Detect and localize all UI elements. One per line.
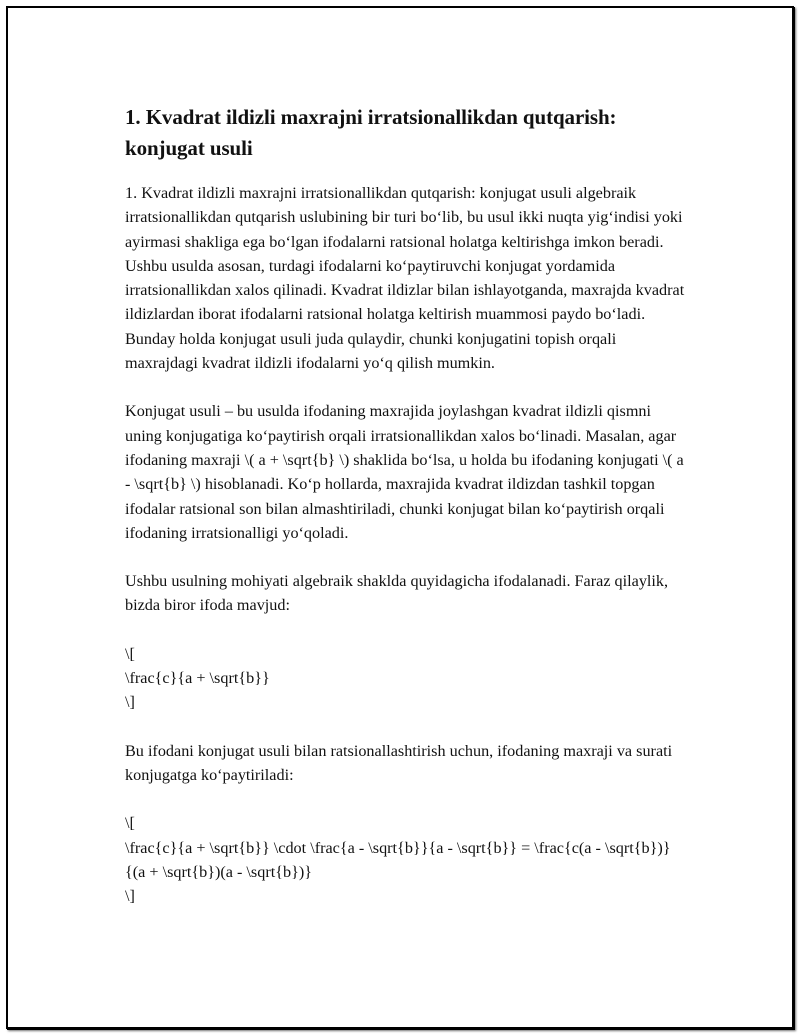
- document-body: [125, 102, 685, 932]
- formula-close-delimiter: \]: [125, 693, 135, 712]
- formula-open-delimiter: \[: [125, 814, 135, 833]
- document-title: 1. Kvadrat ildizli maxrajni irratsionallikdan qutqarish: konjugat usuli: [125, 105, 617, 160]
- formula-conjugate-multiplication: [125, 811, 685, 908]
- formula-body: \frac{c}{a + \sqrt{b}}: [125, 669, 270, 688]
- page-frame: [6, 6, 794, 1029]
- formula-open-delimiter: \[: [125, 644, 135, 663]
- paragraph-rationalize: Bu ifodani konjugat usuli bilan ratsionallashtirish uchun, ifodaning maxraji va surati konjugatga ko‘paytiriladi:: [125, 741, 673, 784]
- formula-body: \frac{c}{a + \sqrt{b}} \cdot \frac{a - \sqrt{b}}{a - \sqrt{b}} = \frac{c(a - \sqrt{b})}{(a + \sqrt{b})(a - \sqrt{b})}: [125, 838, 671, 881]
- paragraph-essence: Ushbu usulning mohiyati algebraik shaklda quyidagicha ifodalanadi. Faraz qilaylik, bizda biror ifoda mavjud:: [125, 572, 669, 615]
- formula-expression: [125, 642, 685, 715]
- paragraph-intro: 1. Kvadrat ildizli maxrajni irratsionallikdan qutqarish: konjugat usuli algebraik irratsionallikdan qutqarish uslubining bir turi bo‘lib, bu usul ikki nuqta yig‘indisi yoki ayirmasi shakliga ega bo‘lgan ifodalarni ratsional holatga keltirishga imkon beradi. Ushbu usulda asosan, turdagi ifodalarni ko‘paytiruvchi konjugat yordamida irratsionallikdan xalos qilinadi. Kvadrat ildizlar bilan ishlayotganda, maxrajda kvadrat ildizlardan iborat ifodalarni ratsional holatga keltirish muammosi paydo bo‘ladi. Bunday holda konjugat usuli juda qulaydir, chunki konjugatini topish orqali maxrajdagi kvadrat ildizli ifodalarni yo‘q qilish mumkin.: [125, 184, 685, 373]
- paragraph-conjugate-method: Konjugat usuli – bu usulda ifodaning maxrajida joylashgan kvadrat ildizli qismni uning konjugatiga ko‘paytirish orqali irratsionallikdan xalos bo‘linadi. Masalan, agar ifodaning maxraji \( a + \sqrt{b} \) shaklida bo‘lsa, u holda bu ifodaning konjugati \( a - \sqrt{b} \) hisoblanadi. Ko‘p hollarda, maxrajida kvadrat ildizdan tashkil topgan ifodalar ratsional son bilan almashtiriladi, chunki konjugat bilan ko‘paytirish orqali ifodaning irratsionalligi yo‘qoladi.: [125, 402, 684, 542]
- formula-close-delimiter: \]: [125, 887, 135, 906]
